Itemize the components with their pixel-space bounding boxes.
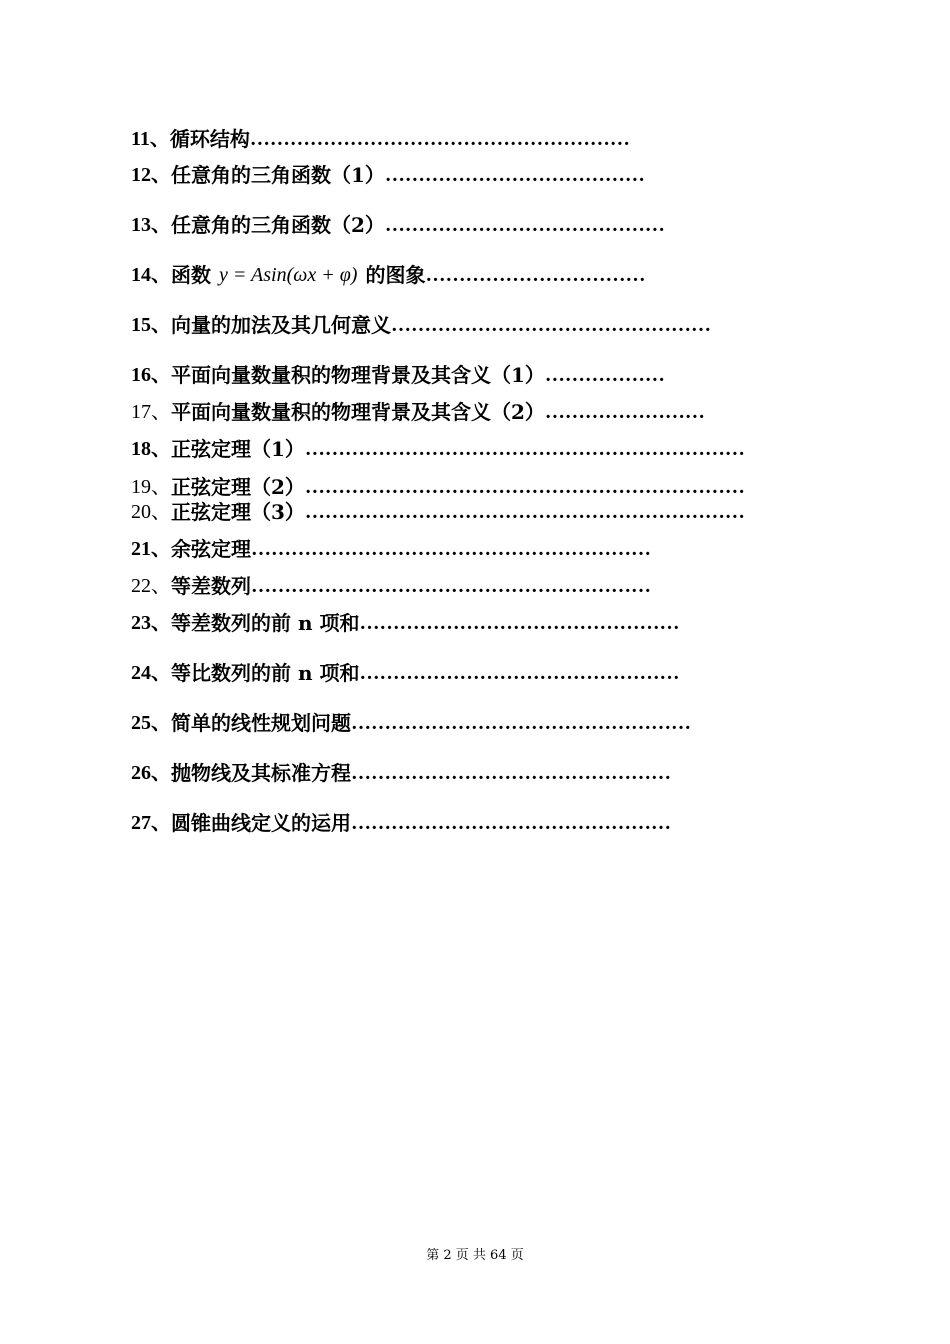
- toc-title: 向量的加法及其几何意义: [171, 313, 391, 337]
- toc-leader: ……………………………………………………: [251, 575, 651, 597]
- toc-leader: ……………………………………………………: [251, 538, 651, 560]
- toc-title: 正弦定理（2）: [171, 475, 305, 499]
- toc-formula: y = Asin(ωx + φ): [219, 264, 358, 286]
- toc-leader: ……………………………………: [384, 214, 665, 236]
- toc-number: 21、: [131, 538, 171, 560]
- toc-leader: …………………………………………: [351, 762, 671, 784]
- toc-title-suffix: 的图象: [365, 263, 426, 287]
- toc-title: 任意角的三角函数（1）: [171, 163, 385, 187]
- toc-leader: …………………………………………………: [249, 128, 630, 150]
- toc-leader: ………………: [544, 364, 665, 386]
- toc-title: 平面向量数量积的物理背景及其含义（1）: [171, 363, 545, 387]
- toc-entry-20: [131, 497, 745, 527]
- toc-leader: ……………………: [544, 401, 705, 423]
- toc-number: 26、: [131, 762, 171, 784]
- toc-title: 简单的线性规划问题: [171, 711, 351, 735]
- toc-title: 正弦定理（3）: [171, 500, 305, 524]
- toc-entry-26: [131, 758, 671, 788]
- toc-title: 任意角的三角函数（2）: [171, 213, 385, 237]
- toc-number: 25、: [131, 712, 171, 734]
- toc-title: 圆锥曲线定义的运用: [171, 811, 351, 835]
- toc-title: 等差数列: [171, 574, 251, 598]
- toc-title: 余弦定理: [171, 537, 251, 561]
- toc-entry-17: [131, 397, 705, 427]
- toc-title: 循环结构: [169, 127, 250, 151]
- toc-leader: ……………………………………………: [351, 712, 691, 734]
- toc-title: 函数: [171, 263, 211, 287]
- toc-number: 22、: [131, 575, 171, 597]
- toc-leader: ……………………………: [425, 264, 646, 286]
- toc-entry-18: [131, 434, 745, 464]
- toc-number: 20、: [131, 501, 171, 523]
- toc-leader: …………………………………………: [351, 812, 671, 834]
- toc-number: 12、: [131, 164, 171, 186]
- toc-entry-14: [131, 260, 645, 290]
- toc-number: 13、: [131, 214, 171, 236]
- toc-leader: …………………………………………………………: [304, 476, 745, 498]
- toc-entry-11: [131, 124, 630, 154]
- toc-leader: …………………………………………………………: [304, 438, 745, 460]
- toc-entry-24: [131, 658, 679, 688]
- toc-entry-25: [131, 708, 691, 738]
- toc-entry-27: [131, 808, 671, 838]
- page-footer: 第 2 页 共 64 页: [426, 1248, 524, 1263]
- toc-title: 等差数列的前 n 项和: [171, 611, 360, 635]
- toc-entry-23: [131, 608, 679, 638]
- toc-number: 17、: [131, 401, 171, 423]
- toc-leader: …………………………………………: [359, 612, 680, 634]
- toc-number: 16、: [131, 364, 171, 386]
- toc-leader: …………………………………………: [359, 662, 680, 684]
- toc-number: 19、: [131, 476, 171, 498]
- toc-leader: …………………………………………: [391, 314, 711, 336]
- toc-title: 等比数列的前 n 项和: [171, 661, 360, 685]
- toc-number: 14、: [131, 264, 171, 286]
- toc-number: 27、: [131, 812, 171, 834]
- toc-entry-22: [131, 571, 651, 601]
- toc-title: 正弦定理（1）: [171, 437, 305, 461]
- toc-entry-15: [131, 310, 711, 340]
- toc-number: 23、: [131, 612, 171, 634]
- toc-number: 24、: [131, 662, 171, 684]
- toc-number: 11、: [131, 128, 170, 150]
- toc-title: 平面向量数量积的物理背景及其含义（2）: [171, 400, 545, 424]
- toc-entry-12: [131, 160, 645, 190]
- toc-leader: …………………………………: [384, 164, 645, 186]
- toc-entry-13: [131, 210, 665, 240]
- toc-entry-16: [131, 360, 665, 390]
- toc-entry-21: [131, 534, 651, 564]
- toc-number: 15、: [131, 314, 171, 336]
- toc-leader: …………………………………………………………: [304, 501, 745, 523]
- toc-number: 18、: [131, 438, 171, 460]
- toc-title: 抛物线及其标准方程: [171, 761, 351, 785]
